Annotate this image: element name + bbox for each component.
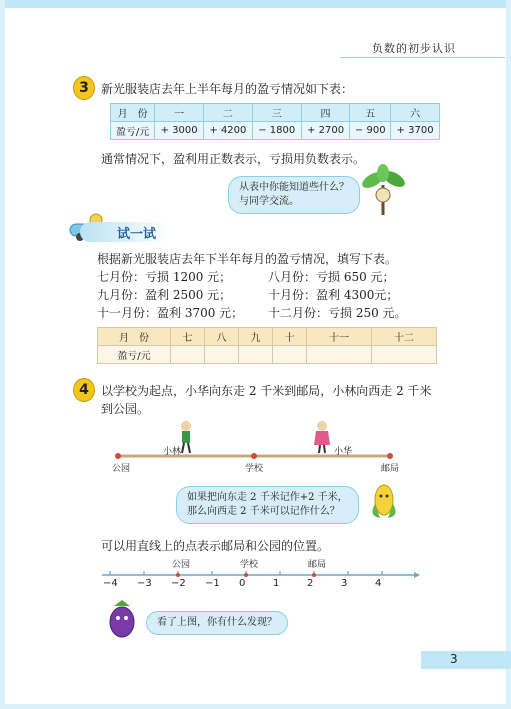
number-line-tick-label: 1 xyxy=(273,578,280,589)
table-header: 七 xyxy=(171,328,205,346)
month-item: 八月份：亏损 650 元； xyxy=(268,270,395,284)
table-header: 十二 xyxy=(372,328,437,346)
eggplant-character-icon xyxy=(100,596,144,640)
month-item: 十二月份：亏损 250 元。 xyxy=(268,306,407,320)
bubble-line: 如果把向东走 2 千米记作+2 千米， xyxy=(187,492,348,503)
final-question-bubble xyxy=(146,611,288,635)
sign-convention-note: 通常情况下，盈利用正数表示，亏损用负数表示。 xyxy=(101,152,366,166)
table-header: 九 xyxy=(239,328,273,346)
table-header: 月 份 xyxy=(98,328,171,346)
page-number: 3 xyxy=(450,652,458,666)
number-line-point xyxy=(244,573,248,577)
row-label: 盈亏/元 xyxy=(98,346,171,364)
try-it-label: 试一试 xyxy=(117,227,157,242)
month-item: 九月份：盈利 2500 元； xyxy=(97,288,232,302)
example-3-badge: 3 xyxy=(73,76,95,100)
xiaolin-label: 小林 xyxy=(163,447,182,457)
table-cell: − 900 xyxy=(350,122,391,140)
month-item: 十一月份：盈利 3700 元； xyxy=(97,306,244,320)
question-bubble xyxy=(176,486,359,524)
table-cell: − 1800 xyxy=(252,122,301,140)
number-line-tick-label: −3 xyxy=(137,578,152,589)
number-line-tick-label: −4 xyxy=(103,578,118,589)
blank-cell xyxy=(205,346,239,364)
number-line-arrow xyxy=(414,572,420,578)
row-label: 盈亏/元 xyxy=(111,122,155,140)
blank-cell xyxy=(239,346,273,364)
month-item: 七月份：亏损 1200 元； xyxy=(97,270,232,284)
bubble-line: 看了上图，你有什么发现？ xyxy=(157,617,277,628)
table-header: 月 份 xyxy=(111,104,155,122)
header-rule xyxy=(340,57,505,58)
corn-character-icon xyxy=(366,480,402,522)
table-header: 一 xyxy=(155,104,204,122)
page-number-bar xyxy=(421,651,511,669)
example-3-intro: 新光服装店去年上半年每月的盈亏情况如下表： xyxy=(101,82,354,96)
example-4-line1: 以学校为起点，小华向东走 2 千米到邮局，小林向西走 2 千米 xyxy=(101,384,432,398)
bottom-border xyxy=(0,704,511,709)
plant-character-icon xyxy=(358,165,408,220)
number-line-tick-label: −1 xyxy=(205,578,220,589)
number-line-tick-label: 4 xyxy=(375,578,382,589)
table-header: 六 xyxy=(391,104,440,122)
discussion-bubble xyxy=(228,176,360,214)
bubble-line: 那么向西走 2 千米可以记作什么？ xyxy=(187,506,340,517)
blank-cell xyxy=(372,346,437,364)
school-label: 学校 xyxy=(245,464,264,474)
bubble-line: 与同学交流。 xyxy=(239,196,299,207)
bubble-line: 从表中你能知道些什么？ xyxy=(239,182,349,193)
table-header: 四 xyxy=(301,104,350,122)
number-line-tick-label: 3 xyxy=(341,578,348,589)
table-cell: + 2700 xyxy=(301,122,350,140)
table-header: 五 xyxy=(350,104,391,122)
blank-cell xyxy=(307,346,372,364)
number-line-tick-label: 2 xyxy=(307,578,314,589)
blank-cell xyxy=(171,346,205,364)
example-4-badge: 4 xyxy=(73,378,95,402)
number-line-point xyxy=(176,573,180,577)
table-header: 八 xyxy=(205,328,239,346)
numberline-school-label: 学校 xyxy=(240,560,259,570)
chapter-title: 负数的初步认识 xyxy=(372,42,456,55)
table-header: 二 xyxy=(203,104,252,122)
numberline-post-label: 邮局 xyxy=(308,560,327,570)
numberline-note: 可以用直线上的点表示邮局和公园的位置。 xyxy=(101,539,330,553)
table-cell: + 3700 xyxy=(391,122,440,140)
xiaohua-label: 小华 xyxy=(334,447,353,457)
number-line-tick-label: 0 xyxy=(239,578,246,589)
left-border xyxy=(0,0,5,709)
second-half-profit-table xyxy=(97,327,437,364)
top-border xyxy=(0,0,511,8)
right-border xyxy=(506,0,511,709)
post-office-label: 邮局 xyxy=(381,464,400,474)
first-half-profit-table xyxy=(110,103,440,140)
table-cell: + 4200 xyxy=(203,122,252,140)
park-label: 公园 xyxy=(112,464,131,474)
example-4-line2: 到公园。 xyxy=(101,402,150,416)
number-line-point xyxy=(312,573,316,577)
month-item: 十月份：盈利 4300元； xyxy=(268,288,399,302)
numberline-park-label: 公园 xyxy=(172,560,191,570)
table-cell: + 3000 xyxy=(155,122,204,140)
try-intro: 根据新光服装店去年下半年每月的盈亏情况，填写下表。 xyxy=(97,252,398,266)
table-header: 十一 xyxy=(307,328,372,346)
table-header: 三 xyxy=(252,104,301,122)
blank-cell xyxy=(273,346,307,364)
number-line-tick-label: −2 xyxy=(171,578,186,589)
table-header: 十 xyxy=(273,328,307,346)
